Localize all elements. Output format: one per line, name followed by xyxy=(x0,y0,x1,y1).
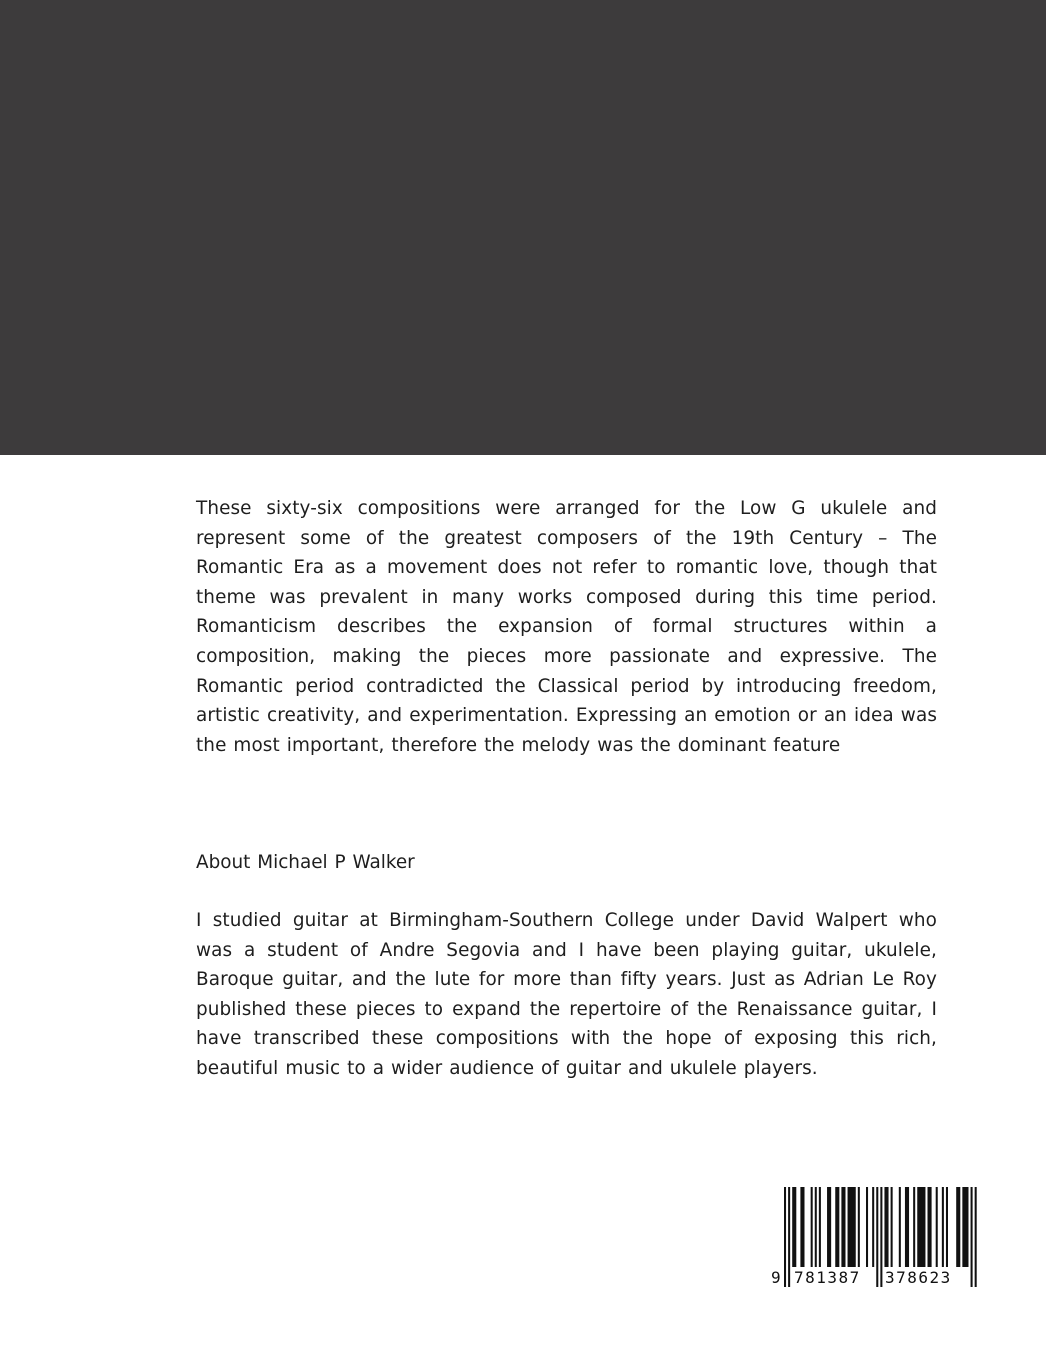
barcode-bar xyxy=(815,1187,817,1267)
barcode-bar xyxy=(788,1187,790,1287)
barcode-left-digits: 781387 xyxy=(794,1268,861,1287)
barcode-bar xyxy=(971,1187,973,1287)
barcode-bar xyxy=(866,1187,868,1267)
barcode-bar xyxy=(848,1187,856,1267)
author-bio: I studied guitar at Birmingham-Southern College under David Walpert who was a student of Andre Segovia and I have been playing guitar, ukulele, Baroque guitar, and the lute for more than fifty years. Just as Adrian Le Roy published these pieces to expand the repertoire of the Renaissance guitar, I have transcribed these compositions with the hope of exposing this rich, beautiful music to a wider audience of guitar and ukulele players. xyxy=(196,910,937,1079)
barcode-bar xyxy=(819,1187,821,1267)
barcode-bar xyxy=(946,1187,948,1267)
barcode-bar xyxy=(827,1187,831,1267)
barcode-bar xyxy=(891,1187,893,1267)
barcode-bar xyxy=(928,1187,932,1267)
barcode-bar xyxy=(917,1187,925,1267)
barcode-lead-digit: 9 xyxy=(771,1268,783,1287)
barcode-bar xyxy=(884,1187,888,1267)
barcode-bar xyxy=(811,1187,813,1267)
barcode-bar xyxy=(800,1187,804,1267)
barcode-bar xyxy=(962,1187,968,1267)
barcode-bar xyxy=(956,1187,960,1267)
barcode-bar xyxy=(876,1187,878,1287)
isbn-barcode xyxy=(768,1185,982,1289)
barcode-bar xyxy=(913,1187,915,1267)
barcode-bar xyxy=(872,1187,874,1267)
book-description: These sixty-six compositions were arranged for the Low G ukulele and represent some of the greatest composers of the 19th Century – The Romantic Era as a movement does not refer to romantic love, though that theme was prevalent in many works composed during this time period. Romanticism describes the expansion of formal structures within a composition, making the pieces more passionate and expressive. The Romantic period contradicted the Classical period by introducing freedom, artistic creativity, and experimentation. Expressing an emotion or an idea was the most important, therefore the melody was the dominant feature xyxy=(196,498,937,756)
barcode-bar xyxy=(942,1187,944,1267)
barcode-bar xyxy=(905,1187,909,1267)
barcode-right-digits: 378623 xyxy=(885,1268,952,1287)
about-author-heading: About Michael P Walker xyxy=(196,852,415,873)
barcode-bar xyxy=(841,1187,845,1267)
barcode-bar xyxy=(858,1187,860,1267)
cover-color-band xyxy=(0,0,1046,455)
barcode-bar xyxy=(792,1187,796,1267)
barcode-bar xyxy=(975,1187,977,1287)
barcode-bar xyxy=(936,1187,938,1267)
barcode-bar xyxy=(899,1187,901,1267)
barcode-bar xyxy=(784,1187,786,1287)
barcode-bar xyxy=(880,1187,882,1287)
barcode-bar xyxy=(835,1187,839,1267)
